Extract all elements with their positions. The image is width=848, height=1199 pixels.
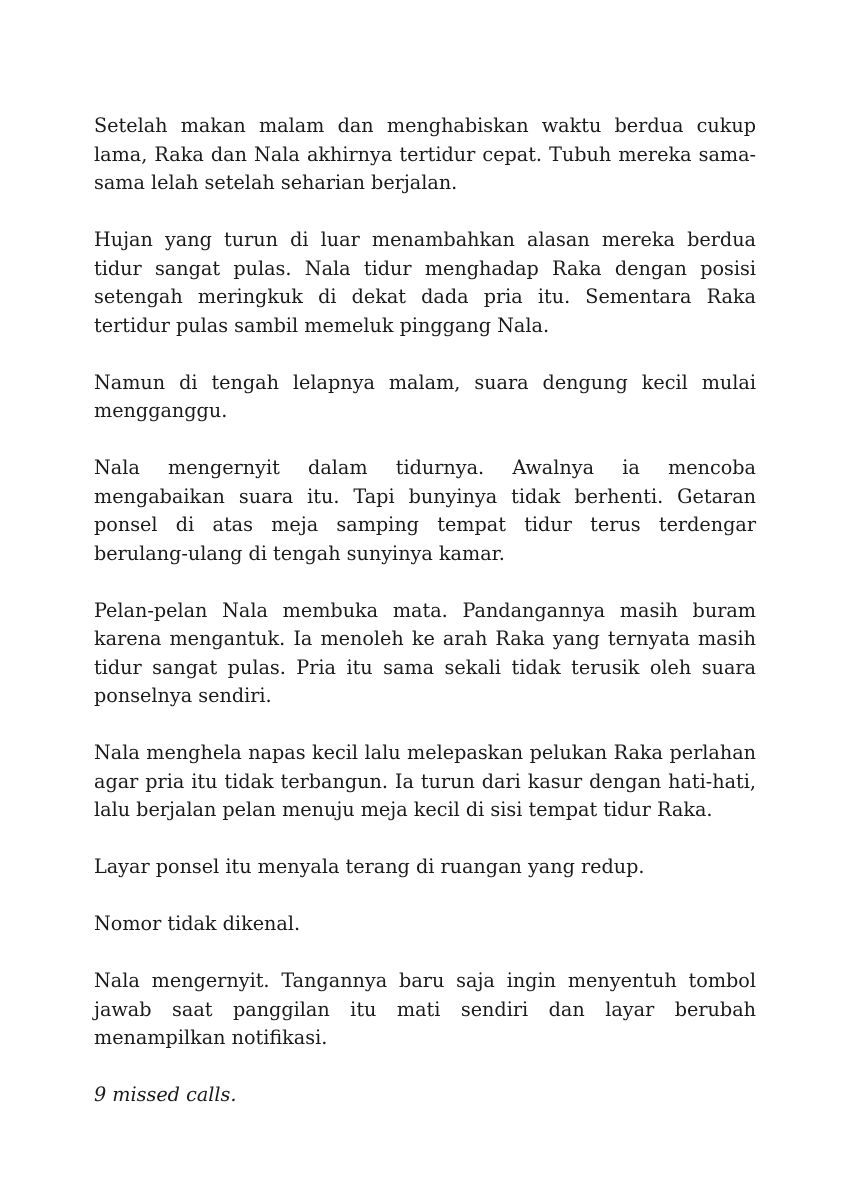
- paragraph: Pelan-pelan Nala membuka mata. Pandangannya masih buram karena mengantuk. Ia menoleh ke arah Raka yang ternyata masih tidur sangat pulas. Pria itu sama sekali tidak terusik oleh suara ponselnya sendiri.: [94, 598, 756, 707]
- paragraph: Hujan yang turun di luar menambahkan alasan mereka berdua tidur sangat pulas. Nala tidur menghadap Raka dengan posisi setengah meringkuk di dekat dada pria itu. Sementara Raka tertidur pulas sambil memeluk pinggang Nala.: [94, 228, 756, 337]
- paragraph: Nomor tidak dikenal.: [94, 912, 301, 935]
- document-body: [94, 112, 756, 1110]
- paragraph: Nala menghela napas kecil lalu melepaskan pelukan Raka perlahan agar pria itu tidak terbangun. Ia turun dari kasur dengan hati-hati, lalu berjalan pelan menuju meja kecil di sisi tempat tidur Raka.: [94, 741, 756, 821]
- closing-italic-line: 9 missed calls.: [94, 1083, 237, 1106]
- paragraph: Namun di tengah lelapnya malam, suara dengung kecil mulai mengganggu.: [94, 370, 756, 422]
- paragraph: Nala mengernyit dalam tidurnya. Awalnya ia mencoba mengabaikan suara itu. Tapi bunyinya tidak berhenti. Getaran ponsel di atas meja samping tempat tidur terus terdengar berulang-ulang di tengah sunyinya kamar.: [94, 456, 756, 565]
- paragraph: Nala mengernyit. Tangannya baru saja ingin menyentuh tombol jawab saat panggilan itu mati sendiri dan layar berubah menampilkan notifikasi.: [94, 969, 756, 1049]
- paragraph: Layar ponsel itu menyala terang di ruangan yang redup.: [94, 855, 645, 878]
- paragraph: Setelah makan malam dan menghabiskan waktu berdua cukup lama, Raka dan Nala akhirnya tertidur cepat. Tubuh mereka sama-sama lelah setelah seharian berjalan.: [94, 114, 756, 194]
